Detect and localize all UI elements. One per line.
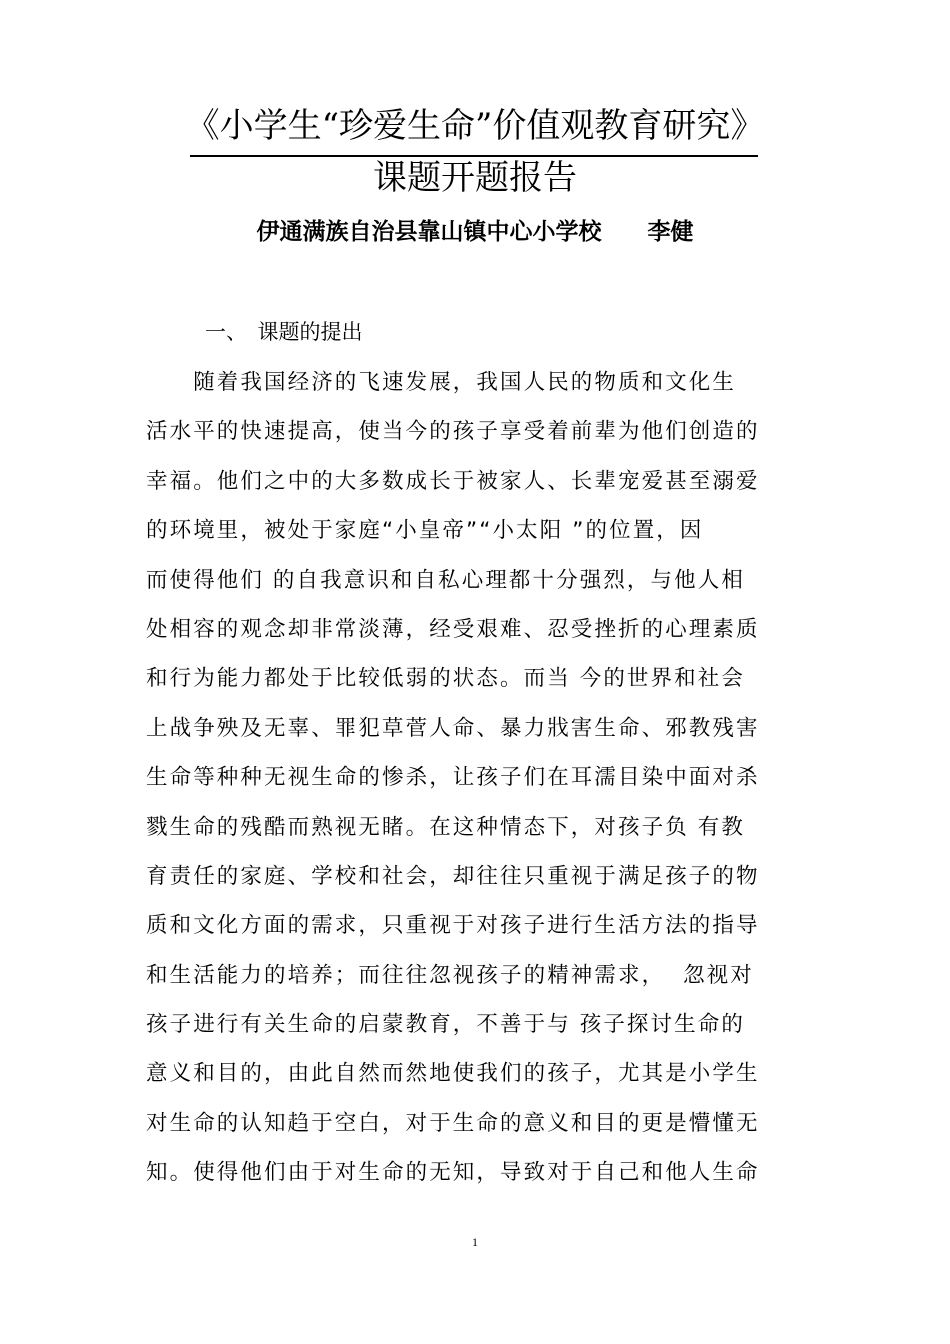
body-line: 戮生命的残酷而熟视无睹。在这种情态下，对孩子负 有教	[146, 814, 745, 840]
body-line: 幸福。他们之中的大多数成长于被家人、长辈宠爱甚至溺爱	[146, 468, 760, 494]
body-line: 随着我国经济的飞速发展，我国人民的物质和文化生	[146, 370, 737, 395]
body-line: 孩子进行有关生命的启蒙教育，不善于与 孩子探讨生命的	[146, 1012, 745, 1038]
page-number: 1	[472, 1235, 478, 1249]
author-line: 伊通满族自治县靠山镇中心小学校 李健	[256, 219, 694, 245]
body-text	[146, 365, 811, 1205]
body-line: 生命等种种无视生命的惨杀，让孩子们在耳濡目染中面对杀	[146, 765, 760, 791]
body-line: 对生命的认知趋于空白，对于生命的意义和目的更是懵懂无	[146, 1110, 760, 1136]
body-line: 意义和目的，由此自然而然地使我们的孩子，尤其是小学生	[146, 1061, 760, 1087]
body-line: 上战争殃及无辜、罪犯草菅人命、暴力戕害生命、邪教残害	[146, 715, 760, 741]
body-line: 的环境里，被处于家庭“小皇帝”“小太阳 ”的位置，因	[146, 518, 704, 544]
body-line: 活水平的快速提高，使当今的孩子享受着前辈为他们创造的	[146, 419, 760, 445]
body-line: 而使得他们 的自我意识和自私心理都十分强烈，与他人相	[146, 567, 745, 593]
body-line: 育责任的家庭、学校和社会，却往往只重视于满足孩子的物	[146, 863, 760, 889]
section-heading: 一、 课题的提出	[205, 320, 363, 344]
body-line: 和生活能力的培养；而往往忽视孩子的精神需求， 忽视对	[146, 962, 754, 988]
document-title-line-1: 《小学生“珍爱生命”价值观教育研究》	[185, 106, 765, 146]
body-line: 质和文化方面的需求，只重视于对孩子进行生活方法的指导	[146, 913, 760, 939]
body-line: 和行为能力都处于比较低弱的状态。而当 今的世界和社会	[146, 666, 745, 692]
document-title-line-2: 课题开题报告	[373, 158, 577, 198]
body-line: 处相容的观念却非常淡薄，经受艰难、忍受挫折的心理素质	[146, 616, 760, 642]
body-line: 知。使得他们由于对生命的无知，导致对于自己和他人生命	[146, 1160, 760, 1186]
